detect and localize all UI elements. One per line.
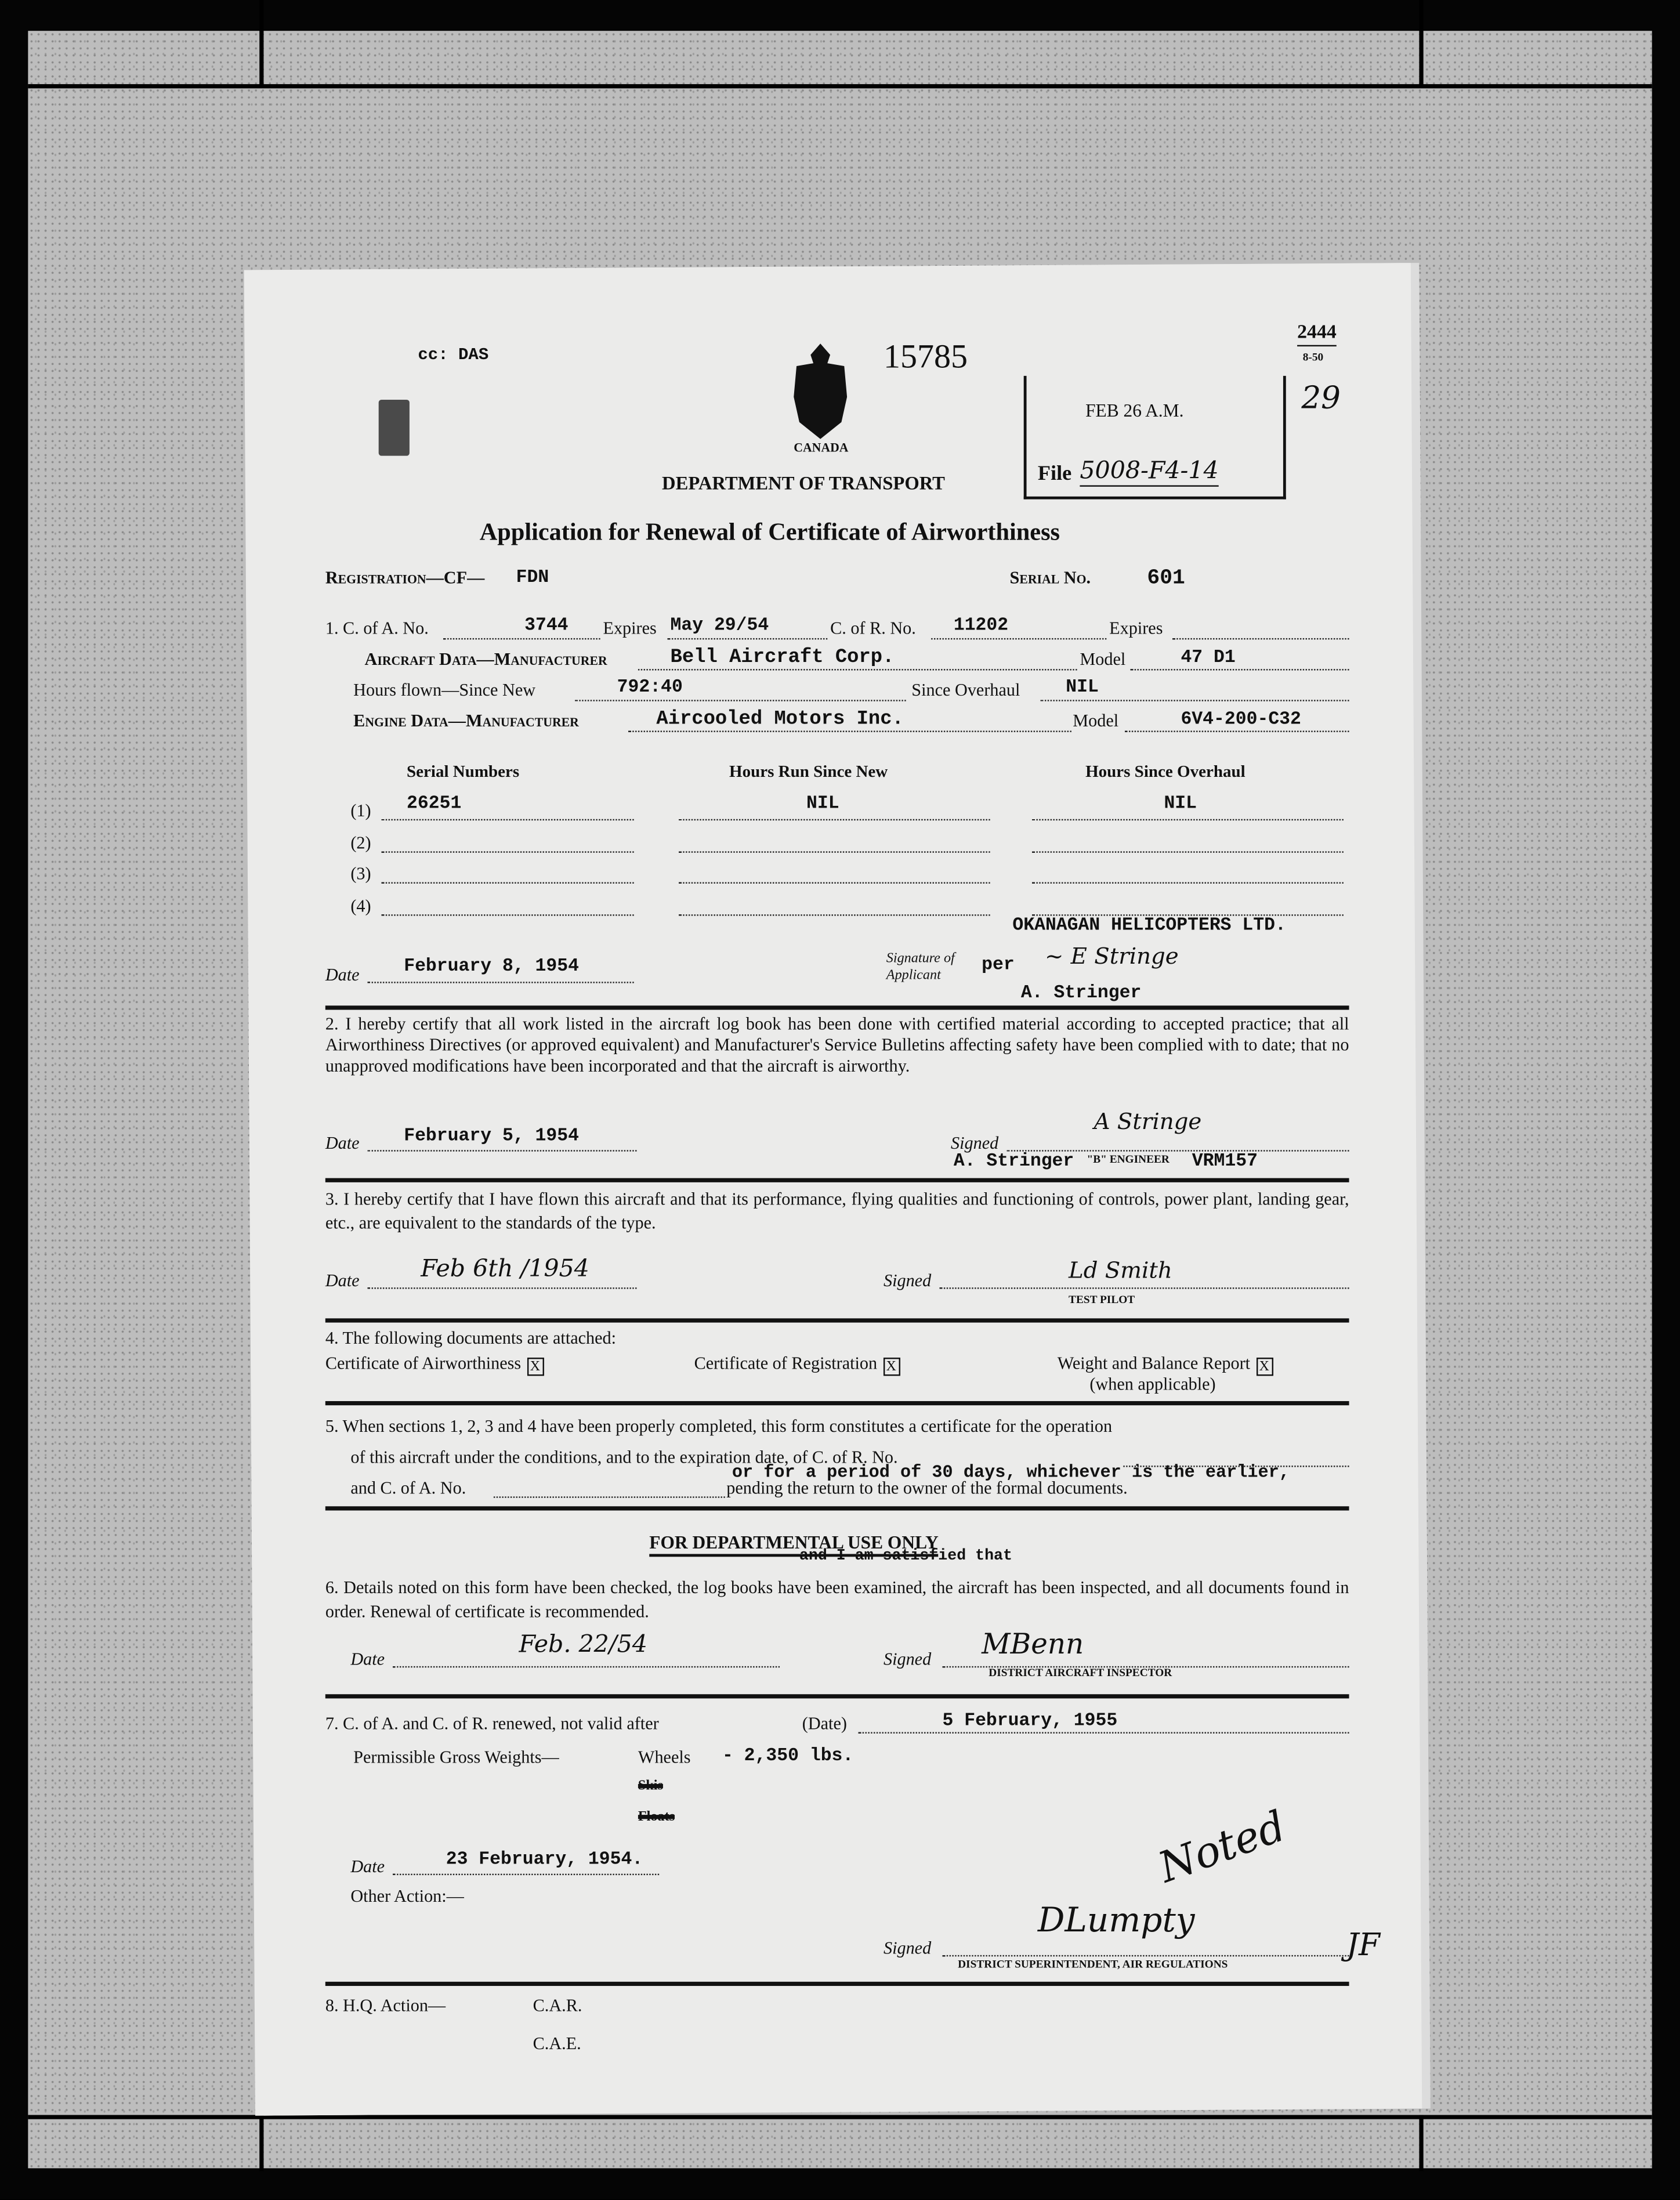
serial-label: Serial No. (1009, 568, 1091, 588)
expires-field (668, 638, 828, 639)
other-action-label: Other Action:— (350, 1886, 464, 1906)
hours-new-field (679, 819, 990, 820)
serial-field (382, 914, 634, 916)
inspector-role: DISTRICT AIRCRAFT INSPECTOR (989, 1666, 1172, 1679)
section-divider (325, 1318, 1349, 1322)
hours-overhaul-field (1032, 882, 1344, 884)
hours-new-field (679, 851, 990, 852)
crest-label: CANADA (794, 440, 849, 455)
date-label: Date (325, 1133, 360, 1153)
section-2-text: 2. I hereby certify that all work listed in the aircraft log book has been done with certified material according to accepted practice; that all Airworthiness Directives (or approved equivalent) and Manufacturer's Service Bulletins affecting safety have been complied with to date; that no unapproved modifications have been incorporated and that the aircraft is airworthy. (325, 1014, 1349, 1076)
inspector-signature: MBenn (982, 1627, 1084, 1661)
row-number: (3) (350, 864, 371, 884)
hq-action-label: 8. H.Q. Action— (325, 1995, 446, 2016)
expires-label: Expires (603, 618, 657, 638)
hours-new-field (679, 882, 990, 884)
engine-mfr-field (628, 730, 1071, 732)
frame-top-line (28, 84, 1652, 88)
section-6-text: 6. Details noted on this form have been checked, the log books have been examined, the aircraft has been inspected, and all documents found in order. Renewal of certificate is recommended. (325, 1577, 1349, 1622)
signed-label: Signed (950, 1133, 999, 1153)
hours-new-field (679, 914, 990, 916)
engine-manufacturer: Aircooled Motors Inc. (656, 708, 904, 731)
staple-mark (379, 400, 410, 456)
serial-field (382, 851, 634, 852)
frame-divider (259, 0, 263, 87)
signed-label: Signed (883, 1649, 932, 1669)
section-5-line-1: 5. When sections 1, 2, 3 and 4 have been properly completed, this form constitutes a certificate for the operation (325, 1416, 1113, 1436)
engine-data-label: Engine Data—Manufacturer (353, 711, 579, 731)
cr-no-label: C. of R. No. (830, 618, 916, 638)
doc-note: (when applicable) (1089, 1374, 1216, 1394)
since-overhaul-value: NIL (1066, 676, 1099, 697)
doc-checkbox[interactable]: X (883, 1358, 900, 1376)
expires-value: May 29/54 (670, 614, 769, 636)
cr-expires-field (1172, 638, 1349, 639)
aircraft-model: 47 D1 (1181, 646, 1236, 668)
hours-flown-field (575, 700, 906, 701)
hours-flown-value: 792:40 (617, 676, 683, 697)
renewal-date: 5 February, 1955 (942, 1709, 1118, 1731)
signed-label: Signed (883, 1938, 932, 1958)
engineer-licence: VRM157 (1192, 1150, 1258, 1171)
hours-new-value: NIL (806, 792, 839, 814)
section-5-line-3: pending the return to the owner of the formal documents. (726, 1478, 1128, 1498)
model-label: Model (1080, 649, 1126, 670)
date-field (393, 1666, 780, 1667)
doc-checkbox[interactable]: X (527, 1358, 544, 1376)
doc-registration (694, 1354, 900, 1376)
engine-model-label: Model (1073, 711, 1119, 731)
frame-divider (1419, 2115, 1423, 2171)
doc-label: Certificate of Registration (694, 1353, 878, 1373)
doc-airworthiness (325, 1354, 544, 1376)
stamp-date: FEB 26 A.M. (1085, 399, 1184, 421)
date-field (367, 982, 633, 983)
row-number: (2) (350, 833, 371, 853)
floats-label: Floats (638, 1809, 675, 1825)
canada-crest-icon (788, 341, 853, 442)
superintendent-signature: DLumpty (1037, 1900, 1195, 1940)
section-divider (325, 1178, 1349, 1182)
received-stamp (1024, 376, 1286, 500)
file-label: File (1037, 462, 1072, 486)
section-5-line-2: of this aircraft under the conditions, and to the expiration date, of C. of R. No. (350, 1447, 898, 1467)
inspector-date: Feb. 22/54 (519, 1631, 647, 1659)
hours-flown-label: Hours flown—Since New (353, 680, 536, 700)
applicant-label: Applicant (886, 968, 941, 983)
form-title: Application for Renewal of Certificate of Airworthiness (479, 518, 1060, 546)
date-label: Date (325, 1271, 360, 1291)
registration-label: Registration—CF— (325, 568, 485, 588)
row-number: (4) (350, 896, 371, 916)
serial-value: 601 (1147, 566, 1185, 591)
applicant-name: A. Stringer (1020, 982, 1142, 1003)
pilot-signature: Ld Smith (1069, 1256, 1172, 1283)
ca-no-label: and C. of A. No. (350, 1478, 466, 1498)
signature-field (942, 1955, 1349, 1956)
cr-no-value: 11202 (953, 614, 1009, 636)
test-pilot-label: TEST PILOT (1069, 1293, 1135, 1306)
document-number: 15785 (883, 339, 968, 376)
section-7-text: 7. C. of A. and C. of R. renewed, not valid after (325, 1714, 659, 1734)
aircraft-mfr-field (638, 669, 1077, 670)
renewal-date-label: (Date) (802, 1714, 847, 1734)
section-divider (325, 1401, 1349, 1405)
skis-label: Skis (638, 1778, 663, 1794)
hours-overhaul-field (1032, 819, 1344, 820)
per-text: per (982, 953, 1015, 975)
wheels-label: Wheels (638, 1747, 691, 1767)
form-revision: 8-50 (1302, 350, 1324, 364)
model-field (1130, 669, 1349, 670)
ca-no-field (443, 638, 600, 639)
date-label: Date (325, 965, 360, 985)
signature-label: Signature of (886, 950, 955, 967)
company-name: OKANAGAN HELICOPTERS LTD. (1012, 914, 1286, 936)
section-divider (325, 1982, 1349, 1985)
hq-action-car: C.A.R. (533, 1995, 582, 2016)
ca-no-label: 1. C. of A. No. (325, 618, 429, 638)
date-field (393, 1874, 659, 1875)
engine-model: 6V4-200-C32 (1181, 708, 1301, 730)
cc-note: cc: DAS (418, 345, 489, 365)
file-number: 5008-F4-14 (1080, 457, 1218, 487)
row-number: (1) (350, 801, 371, 821)
serial-field (382, 819, 634, 820)
signed-label: Signed (883, 1271, 932, 1291)
hq-action-cae: C.A.E. (533, 2033, 581, 2054)
wheels-weight: - 2,350 lbs. (722, 1745, 854, 1766)
date-label: Date (350, 1649, 385, 1669)
pilot-date: Feb 6th /1954 (421, 1255, 589, 1283)
col-header-hours-overhaul: Hours Since Overhaul (1085, 761, 1245, 781)
doc-checkbox[interactable]: X (1256, 1358, 1273, 1376)
section-3-text: 3. I hereby certify that I have flown this aircraft and that its performance, flying qualities and functioning of controls, power plant, landing gear, etc., are equivalent to the standards of the type. (325, 1189, 1349, 1233)
signature-field (940, 1287, 1349, 1289)
section-divider (325, 1694, 1349, 1698)
typed-insert: or for a period of 30 days, whichever is the earlier, (732, 1463, 1290, 1483)
typed-insert: and I am satisfied that (799, 1548, 1012, 1565)
cr-expires-label: Expires (1109, 618, 1163, 638)
ca-no-value: 3744 (524, 614, 569, 636)
doc-label: Certificate of Airworthiness (325, 1353, 522, 1373)
section-divider (325, 1506, 1349, 1510)
section-divider (325, 1005, 1349, 1009)
department-name: DEPARTMENT OF TRANSPORT (662, 472, 945, 494)
doc-weight-balance (1058, 1354, 1273, 1376)
renewal-date-field (858, 1732, 1349, 1733)
superintendent-role: DISTRICT SUPERINTENDENT, AIR REGULATIONS (958, 1957, 1228, 1971)
serial-field (382, 882, 634, 884)
registration-value: FDN (516, 566, 549, 588)
serial-value: 26251 (407, 792, 462, 814)
hours-overhaul-field (1032, 851, 1344, 852)
engine-model-field (1125, 730, 1349, 732)
date-field (367, 1287, 636, 1289)
section-4-text: 4. The following documents are attached: (325, 1328, 617, 1348)
date-label: Date (350, 1857, 385, 1877)
applicant-signature: ~ E Stringe (1044, 942, 1179, 969)
frame-divider (1419, 0, 1423, 87)
applicant-date: February 8, 1954 (404, 955, 579, 976)
engineer-name: A. Stringer (953, 1150, 1074, 1171)
hours-overhaul-value: NIL (1164, 792, 1197, 814)
date-field (367, 1150, 636, 1151)
aircraft-data-label: Aircraft Data—Manufacturer (364, 649, 607, 670)
frame-divider (259, 2115, 263, 2171)
engineer-date: February 5, 1954 (404, 1124, 579, 1146)
noted-annotation: Noted (1152, 1802, 1292, 1894)
since-overhaul-label: Since Overhaul (911, 680, 1020, 700)
cr-no-field (931, 638, 1106, 639)
aircraft-manufacturer: Bell Aircraft Corp. (670, 646, 895, 670)
gross-weights-label: Permissible Gross Weights— (353, 1747, 559, 1767)
doc-label: Weight and Balance Report (1057, 1353, 1251, 1373)
engineer-label: "B" ENGINEER (1087, 1153, 1170, 1166)
since-overhaul-field (1041, 700, 1349, 701)
initials-annotation: JF (1346, 1928, 1380, 1964)
handwritten-number: 29 (1301, 381, 1341, 417)
form-number: 2444 (1297, 323, 1337, 346)
ca-no-field (494, 1496, 725, 1497)
col-header-serial: Serial Numbers (407, 761, 520, 781)
departmental-heading: FOR DEPARTMENTAL USE ONLY (649, 1532, 939, 1557)
issue-date: 23 February, 1954. (446, 1848, 643, 1870)
col-header-hours-new: Hours Run Since New (729, 761, 888, 781)
engineer-signature: A Stringe (1094, 1108, 1202, 1135)
